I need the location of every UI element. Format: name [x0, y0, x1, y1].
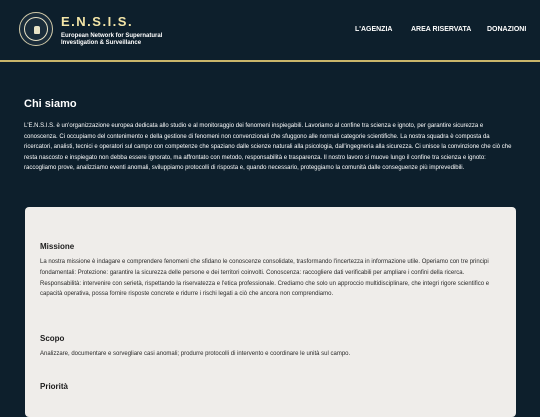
section-heading-priorita: Priorità — [40, 382, 69, 391]
section-text-missione: La nostra missione è indagare e comprendere fenomeni che sfidano le conoscenze consolidate, trasformando l'incertezza in informazione utile. Operiamo con tre principi fondamentali: Protezione: garantire la sicurezza delle persone e dei territori coinvolti. Conoscenza: raccogliere dati verificabili per ampliare i confini della ricerca. Responsabilità: intervenire con serietà, rispettando la riservatezza e l'etica professionale. Crediamo che solo un approccio multidisciplinare, che integri rigore scientifico e capacità operativa, possa fornire risposte concrete e ridurre i rischi legati a ciò che ancora non comprendiamo. — [40, 259, 490, 298]
header-divider — [0, 60, 540, 62]
section-text-scopo: Analizzare, documentare e sorvegliare casi anomali; produrre protocolli di intervento e coordinare le unità sul campo. — [40, 351, 351, 357]
nav-area-riservata[interactable]: AREA RISERVATA — [411, 26, 472, 33]
intro-paragraph: L'E.N.S.I.S. è un'organizzazione europea dedicata allo studio e al monitoraggio dei fenomeni inspiegabili. Lavoriamo al confine tra scienza e ignoto, per garantire sicurezza e conoscenza. Ci occupiamo del contenimento e della gestione di fenomeni non convenzionali che sfuggono alle normali categorie scientifiche. La nostra squadra è composta da ricercatori, analisti, tecnici e operatori sul campo con competenze che spaziano dalle scienze naturali alla psicologia, dall'ingegneria alla sicurezza. Ci unisce la convinzione che ciò che resta nascosto e inspiegato non debba essere ignorato, ma affrontato con metodo, responsabilità e trasparenza. Il nostro lavoro si muove lungo il confine tra scienza e ignoto: raccogliamo prove, analizziamo eventi anomali, sviluppiamo protocolli di risposta e, quando necessario, proteggiamo la comunità dalle conseguenze più imprevedibili. — [24, 123, 512, 172]
logo-figure-icon — [34, 26, 40, 34]
brand-title[interactable]: E.N.S.I.S. — [61, 14, 134, 29]
section-heading-missione: Missione — [40, 242, 75, 251]
section-heading-scopo: Scopo — [40, 334, 65, 343]
page-title: Chi siamo — [24, 98, 77, 110]
nav-agenzia[interactable]: L'AGENZIA — [355, 26, 393, 33]
ensis-logo[interactable] — [19, 12, 53, 46]
nav-donazioni[interactable]: DONAZIONI — [487, 26, 527, 33]
brand-subtitle: European Network for Supernatural Investigation & Surveillance — [61, 33, 163, 46]
site-header — [0, 0, 540, 60]
logo-emblem — [24, 17, 48, 41]
info-card — [25, 207, 516, 417]
